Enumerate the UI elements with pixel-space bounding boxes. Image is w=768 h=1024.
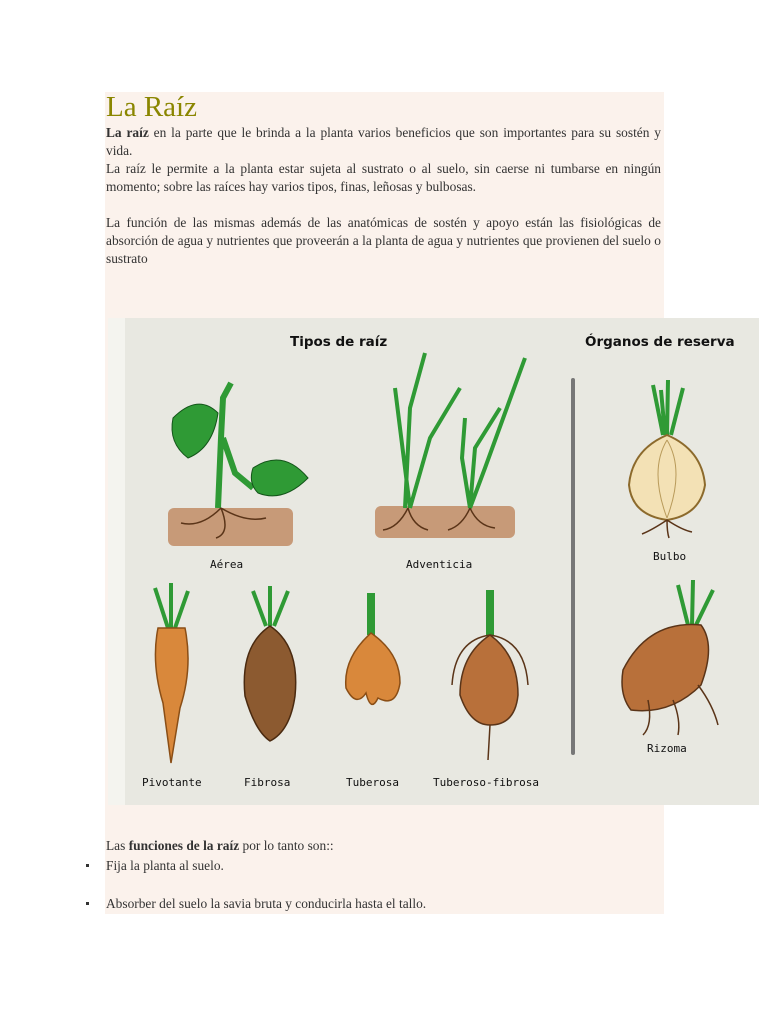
figure-heading-storage: Órganos de reserva [585,334,735,350]
bullet-icon [86,864,89,867]
label-bulbo: Bulbo [653,550,687,563]
label-pivotante: Pivotante [142,776,202,789]
functions-intro [106,838,334,854]
intro-bold-term: La raíz [106,125,149,140]
bullet-icon [86,902,89,905]
bulb-illustration [623,380,713,540]
label-aerea: Aérea [210,558,244,571]
aerial-root-illustration [163,378,338,553]
rhizome-illustration [618,580,723,740]
functions-suffix: por lo tanto son:: [239,838,334,853]
tuberous-root-illustration [340,593,405,723]
fibrous-root-illustration [238,586,303,746]
label-tuberoso-fibrosa: Tuberoso-fibrosa [433,776,539,789]
intro-rest: en la parte que le brinda a la planta varios beneficios que son importantes para su sostén y vida. [106,125,661,158]
intro-paragraph [106,124,661,196]
intro-line2: La raíz le permite a la planta estar sujeta al sustrato o al suelo, sin caerse ni tumbarse en ningún momento; sobre las raíces hay varios tipos, finas, leñosas y bulbosas. [106,161,661,194]
list-item-text: Absorber del suelo la savia bruta y conducirla hasta el tallo. [106,896,427,911]
label-fibrosa: Fibrosa [244,776,291,789]
function-paragraph: La función de las mismas además de las anatómicas de sostén y apoyo están las fisiológicas de absorción de agua y nutrientes que proveerán a la planta de agua y nutrientes que provienen del suelo o sustrato [106,215,661,266]
taproot-illustration [143,583,203,768]
adventitious-root-illustration [370,348,530,548]
page-title: La Raíz [106,91,197,123]
functions-bold-term: funciones de la raíz [128,838,240,853]
figure-heading-types: Tipos de raíz [290,334,388,350]
tuberous-fibrous-root-illustration [448,590,533,765]
label-adventicia: Adventicia [406,558,473,571]
figure-divider [571,378,575,755]
list-item-text: Fija la planta al suelo. [106,858,224,873]
figure-edge [108,318,125,805]
root-types-figure [108,318,759,805]
functions-prefix: Las [106,838,129,853]
label-tuberosa: Tuberosa [346,776,399,789]
label-rizoma: Rizoma [647,742,687,755]
